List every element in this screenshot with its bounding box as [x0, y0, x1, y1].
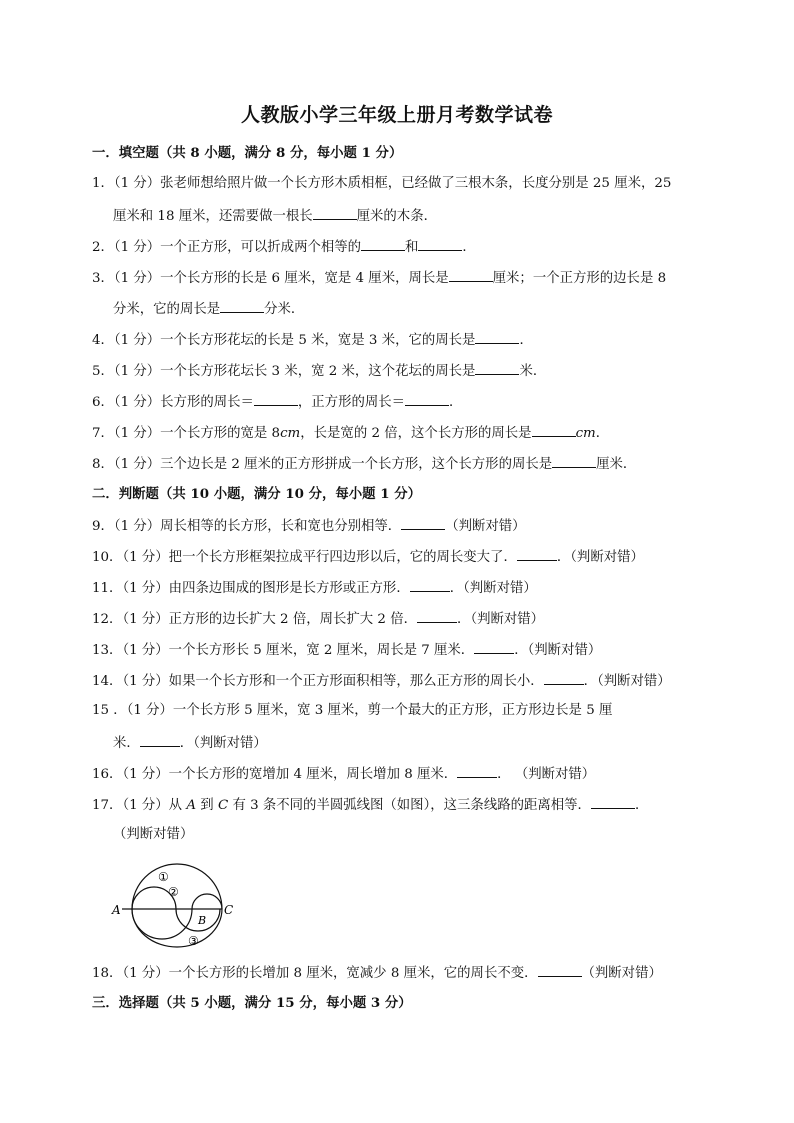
answer-blank[interactable] [405, 391, 449, 406]
question-text: ，正方形的周长＝ [297, 395, 406, 410]
question-17-line-1: 17．（1 分）从 A 到 C 有 3 条不同的半圆弧线图（如图），这三条线路的距离相等． ． [92, 794, 648, 816]
question-13: 13．（1 分）一个长方形长 5 厘米，宽 2 厘米，周长是 7 厘米． ．（判断对错） [92, 639, 601, 661]
judge-tag: （判断对错） [445, 519, 526, 534]
question-text: 厘米的木条． [356, 209, 437, 224]
answer-blank[interactable] [544, 670, 584, 685]
question-17-line-2 [113, 825, 193, 845]
question-12: 12．（1 分）正方形的边长扩大 2 倍，周长扩大 2 倍． ．（判断对错） [92, 608, 544, 630]
question-3-line-1 [92, 267, 666, 289]
question-5 [92, 360, 546, 382]
section-heading-true-false: 二．判断题（共 10 小题，满分 10 分，每小题 1 分） [92, 486, 421, 502]
answer-blank[interactable] [538, 962, 582, 977]
label-a: A [112, 903, 121, 917]
question-text: ． [449, 395, 463, 410]
question-text: 17．（1 分）从 [92, 798, 183, 813]
question-text: 9．（1 分）周长相等的长方形，长和宽也分别相等． [92, 519, 402, 534]
point-label: C [217, 798, 229, 813]
question-text: 1．（1 分）张老师想给照片做一个长方形木质相框，已经做了三根木条，长度分别是 25 厘米，25 [92, 176, 672, 191]
question-8 [92, 453, 636, 475]
point-label: A [186, 798, 197, 813]
question-text: 10．（1 分）把一个长方形框架拉成平行四边形以后，它的周长变大了． [92, 550, 517, 565]
unit-text: cm [575, 426, 596, 441]
section-heading-fill-blank: 一．填空题（共 8 小题，满分 8 分，每小题 1 分） [92, 145, 403, 161]
unit-text: cm [280, 426, 301, 441]
answer-blank[interactable] [532, 422, 576, 437]
judge-tag: （判断对错） [597, 674, 671, 689]
question-2 [92, 236, 476, 258]
question-text: 14．（1 分）如果一个长方形和一个正方形面积相等，那么正方形的周长小． [92, 674, 544, 689]
question-text: 米． [113, 736, 140, 751]
question-text: 米． [519, 364, 547, 379]
answer-blank[interactable] [313, 205, 357, 220]
question-7 [92, 422, 609, 444]
question-text: ． [519, 333, 533, 348]
answer-blank[interactable] [254, 391, 298, 406]
question-16: 16．（1 分）一个长方形的宽增加 4 厘米，周长增加 8 厘米． ． （判断对错） [92, 763, 595, 785]
question-text: 分米，它的周长是 [113, 302, 221, 317]
semicircle-paths-figure [110, 862, 242, 954]
path-label-1: ① [158, 870, 169, 884]
path-label-3: ③ [188, 934, 199, 948]
question-text: 4．（1 分）一个长方形花坛的长是 5 米，宽是 3 米，它的周长是 [92, 333, 476, 348]
page-title: 人教版小学三年级上册月考数学试卷 [240, 104, 553, 126]
section-heading-multiple-choice: 三．选择题（共 5 小题，满分 15 分，每小题 3 分） [92, 995, 412, 1011]
question-text: 2．（1 分）一个正方形，可以折成两个相等的 [92, 240, 362, 255]
answer-blank[interactable] [552, 453, 596, 468]
question-text: ，长是宽的 2 倍，这个长方形的周长是 [300, 426, 532, 441]
answer-blank[interactable] [475, 360, 519, 375]
question-text: 到 [200, 798, 214, 813]
answer-blank[interactable] [361, 236, 405, 251]
answer-blank[interactable] [449, 267, 493, 282]
question-text: 18．（1 分）一个长方形的长增加 8 厘米，宽减少 8 厘米，它的周长不变． [92, 966, 538, 981]
question-4 [92, 329, 533, 351]
question-10: 10．（1 分）把一个长方形框架拉成平行四边形以后，它的周长变大了． ．（判断对错） [92, 546, 644, 568]
answer-blank[interactable] [457, 763, 497, 778]
question-text: ． [462, 240, 476, 255]
answer-blank[interactable] [591, 794, 635, 809]
answer-blank[interactable] [220, 298, 264, 313]
answer-blank[interactable] [418, 236, 462, 251]
question-text: 12．（1 分）正方形的边长扩大 2 倍，周长扩大 2 倍． [92, 612, 417, 627]
answer-blank[interactable] [474, 639, 514, 654]
question-11: 11．（1 分）由四条边围成的图形是长方形或正方形． ．（判断对错） [92, 577, 537, 599]
answer-blank[interactable] [417, 608, 457, 623]
judge-tag: （判断对错） [514, 767, 596, 782]
question-18 [92, 962, 662, 984]
judge-tag: （判断对错） [527, 643, 602, 658]
question-text: 厘米． [596, 457, 637, 472]
answer-blank[interactable] [401, 515, 445, 530]
question-15-line-2: 米． ．（判断对错） [113, 732, 267, 754]
judge-tag: （判断对错） [463, 581, 537, 596]
judge-tag: （判断对错） [193, 736, 267, 751]
answer-blank[interactable] [140, 732, 180, 747]
question-1-line-1 [92, 174, 671, 194]
question-text: 3．（1 分）一个长方形的长是 6 厘米，宽是 4 厘米，周长是 [92, 271, 449, 286]
question-text: 15 ．（1 分）一个长方形 5 厘米，宽 3 厘米，剪一个最大的正方形，正方形边长是 5 厘 [92, 703, 613, 718]
question-text: 厘米和 18 厘米，还需要做一根长 [113, 209, 313, 224]
question-text: 分米． [264, 302, 305, 317]
question-text: 16．（1 分）一个长方形的宽增加 4 厘米，周长增加 8 厘米． [92, 767, 458, 782]
question-9 [92, 515, 526, 537]
label-b: B [198, 914, 207, 927]
question-text: ． [595, 426, 610, 441]
question-text: 13．（1 分）一个长方形长 5 厘米，宽 2 厘米，周长是 7 厘米． [92, 643, 475, 658]
answer-blank[interactable] [475, 329, 519, 344]
answer-blank[interactable] [410, 577, 450, 592]
question-1-line-2 [113, 205, 437, 227]
question-text: 11．（1 分）由四条边围成的图形是长方形或正方形． [92, 581, 410, 596]
question-text: 8．（1 分）三个边长是 2 厘米的正方形拼成一个长方形，这个长方形的周长是 [92, 457, 553, 472]
question-text: 厘米；一个正方形的边长是 8 [492, 271, 667, 286]
question-text: 和 [405, 240, 419, 255]
question-14: 14．（1 分）如果一个长方形和一个正方形面积相等，那么正方形的周长小． ．（判断对错） [92, 670, 671, 692]
question-text: 6．（1 分）长方形的周长＝ [92, 395, 254, 410]
question-text: 7．（1 分）一个长方形的宽是 8 [92, 426, 281, 441]
question-text: 有 3 条不同的半圆弧线图（如图），这三条线路的距离相等． [232, 798, 591, 813]
judge-tag: （判断对错） [581, 966, 662, 981]
judge-tag: （判断对错） [470, 612, 545, 627]
question-text: 5．（1 分）一个长方形花坛长 3 米，宽 2 米，这个花坛的周长是 [92, 364, 476, 379]
question-3-line-2 [113, 298, 304, 320]
judge-tag: （判断对错） [570, 550, 644, 565]
label-c: C [224, 903, 234, 917]
path-label-2: ② [168, 885, 179, 899]
judge-tag: （判断对错） [113, 827, 194, 842]
answer-blank[interactable] [517, 546, 557, 561]
question-15-line-1 [92, 701, 612, 721]
question-6 [92, 391, 462, 413]
